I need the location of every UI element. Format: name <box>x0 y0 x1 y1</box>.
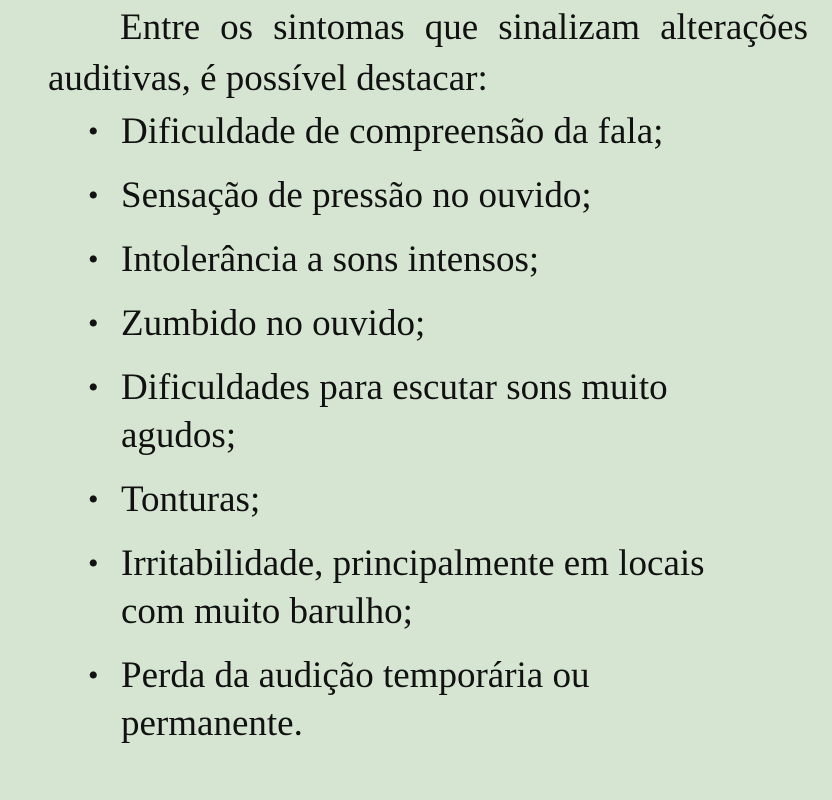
list-item-text: Dificuldade de compreensão da fala; <box>121 111 664 152</box>
list-item-text: Dificuldades para escutar sons muito agudos; <box>121 367 668 456</box>
list-item <box>48 540 761 636</box>
intro-paragraph: Entre os sintomas que sinalizam alterações auditivas, é possível destacar: <box>48 7 808 99</box>
list-item <box>48 172 761 220</box>
list-item-text: Irritabilidade, principalmente em locais com muito barulho; <box>121 543 705 632</box>
list-item-text: Zumbido no ouvido; <box>121 303 426 344</box>
bullet-icon: • <box>88 179 99 212</box>
list-item-text: Perda da audição temporária ou permanente. <box>121 655 590 744</box>
list-item <box>48 652 761 748</box>
bullet-icon: • <box>88 483 99 516</box>
list-item-text: Sensação de pressão no ouvido; <box>121 175 592 216</box>
list-item <box>48 236 761 284</box>
list-item-text: Tonturas; <box>121 479 261 520</box>
bullet-icon: • <box>88 659 99 692</box>
list-item <box>48 108 761 156</box>
list-item <box>48 300 761 348</box>
symptom-list <box>48 108 832 748</box>
bullet-icon: • <box>88 115 99 148</box>
list-item-text: Intolerância a sons intensos; <box>121 239 540 280</box>
bullet-icon: • <box>88 371 99 404</box>
bullet-icon: • <box>88 307 99 340</box>
list-item <box>48 364 761 460</box>
list-item <box>48 476 761 524</box>
bullet-icon: • <box>88 243 99 276</box>
bullet-icon: • <box>88 547 99 580</box>
